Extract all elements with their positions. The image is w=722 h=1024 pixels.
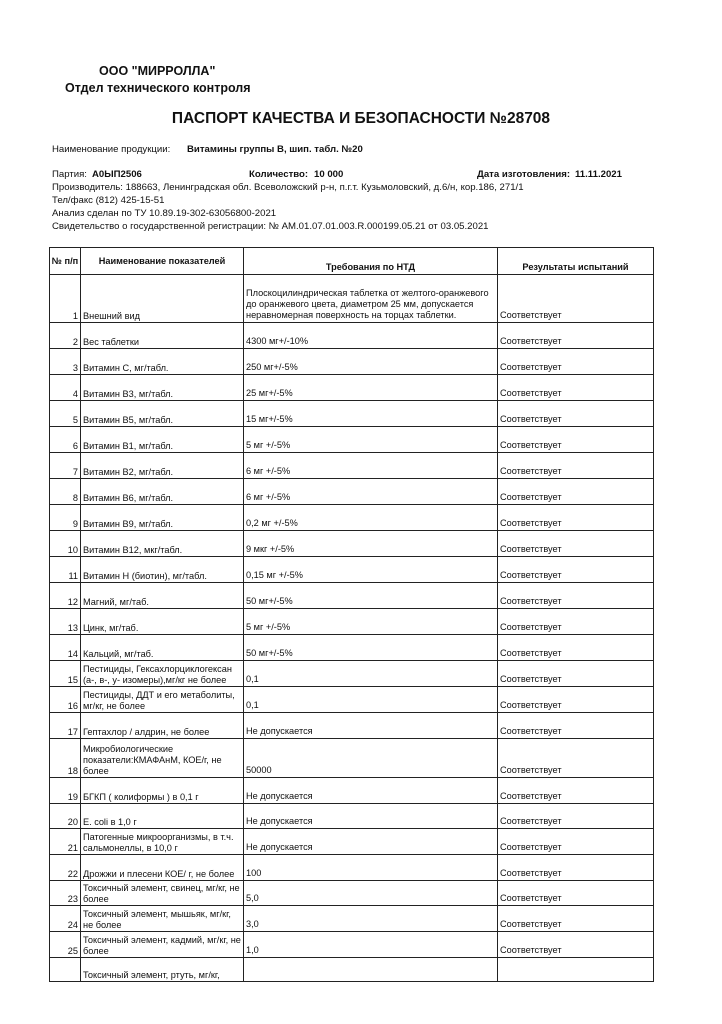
row-requirement: 50000: [244, 739, 498, 778]
row-num: 2: [50, 323, 81, 349]
row-name: Цинк, мг/таб.: [81, 609, 244, 635]
row-result: Соответствует: [498, 583, 654, 609]
row-result: Соответствует: [498, 323, 654, 349]
row-name: Токсичный элемент, мышьяк, мг/кг, не более: [81, 906, 244, 932]
row-num: 18: [50, 739, 81, 778]
row-requirement: 25 мг+/-5%: [244, 375, 498, 401]
row-name: Магний, мг/таб.: [81, 583, 244, 609]
row-num: 21: [50, 829, 81, 855]
row-requirement: 5 мг +/-5%: [244, 609, 498, 635]
row-num: 24: [50, 906, 81, 932]
quality-table: [49, 247, 654, 982]
row-result: Соответствует: [498, 505, 654, 531]
row-result: Соответствует: [498, 739, 654, 778]
row-result: Соответствует: [498, 932, 654, 958]
row-requirement: Не допускается: [244, 804, 498, 829]
row-name: Витамин В2, мг/табл.: [81, 453, 244, 479]
table-row: [50, 349, 654, 375]
row-requirement: 6 мг +/-5%: [244, 479, 498, 505]
row-num: 20: [50, 804, 81, 829]
header-num: № п/п: [50, 248, 81, 275]
row-result: Соответствует: [498, 635, 654, 661]
row-result: Соответствует: [498, 661, 654, 687]
row-num: 23: [50, 881, 81, 906]
header-req: Требования по НТД: [244, 248, 498, 275]
quantity-value: 10 000: [314, 169, 344, 180]
row-requirement: 0,2 мг +/-5%: [244, 505, 498, 531]
table-row: [50, 375, 654, 401]
table-row: [50, 932, 654, 958]
row-requirement: 50 мг+/-5%: [244, 635, 498, 661]
row-name: Витамин В5, мг/табл.: [81, 401, 244, 427]
row-result: Соответствует: [498, 479, 654, 505]
table-row: [50, 829, 654, 855]
row-num: 7: [50, 453, 81, 479]
row-num: 5: [50, 401, 81, 427]
batch-label: Партия:: [52, 169, 87, 180]
row-requirement: 0,1: [244, 687, 498, 713]
row-result: Соответствует: [498, 609, 654, 635]
row-name: Кальций, мг/таб.: [81, 635, 244, 661]
table-row: [50, 906, 654, 932]
row-name: Вес таблетки: [81, 323, 244, 349]
row-requirement: 5 мг +/-5%: [244, 427, 498, 453]
row-name: Витамин Н (биотин), мг/табл.: [81, 557, 244, 583]
header-name: Наименование показателей: [81, 248, 244, 275]
analysis-line: Анализ сделан по ТУ 10.89.19-302-63056800-2021: [52, 208, 277, 219]
row-num: 4: [50, 375, 81, 401]
table-row: [50, 687, 654, 713]
row-name: Дрожжи и плесени КОЕ/ г, не более: [81, 855, 244, 881]
row-result: Соответствует: [498, 713, 654, 739]
row-num: 8: [50, 479, 81, 505]
table-row: [50, 778, 654, 804]
row-result: Соответствует: [498, 881, 654, 906]
row-num: 16: [50, 687, 81, 713]
row-num: 11: [50, 557, 81, 583]
row-result: Соответствует: [498, 401, 654, 427]
row-num: 19: [50, 778, 81, 804]
row-name: БГКП ( колиформы ) в 0,1 г: [81, 778, 244, 804]
row-name: Витамин С, мг/табл.: [81, 349, 244, 375]
date-value: 11.11.2021: [575, 169, 622, 180]
row-requirement: 250 мг+/-5%: [244, 349, 498, 375]
row-name: Микробиологические показатели:КМАФАнМ, КОЕ/г, не более: [81, 739, 244, 778]
table-row: [50, 609, 654, 635]
table-row: [50, 505, 654, 531]
row-requirement: 4300 мг+/-10%: [244, 323, 498, 349]
batch-value: А0ЫП2506: [92, 169, 142, 180]
table-row: [50, 881, 654, 906]
quantity-label: Количество:: [249, 169, 309, 180]
table-row: [50, 713, 654, 739]
row-requirement: 5,0: [244, 881, 498, 906]
table-row: [50, 804, 654, 829]
row-name: Витамин В6, мг/табл.: [81, 479, 244, 505]
row-requirement: 50 мг+/-5%: [244, 583, 498, 609]
row-num: 14: [50, 635, 81, 661]
row-result: Соответствует: [498, 855, 654, 881]
row-requirement: 0,1: [244, 661, 498, 687]
row-requirement: Не допускается: [244, 713, 498, 739]
row-requirement: Не допускается: [244, 778, 498, 804]
table-row: [50, 855, 654, 881]
row-num: 25: [50, 932, 81, 958]
table-row: [50, 275, 654, 323]
table-row: [50, 427, 654, 453]
row-requirement: 100: [244, 855, 498, 881]
row-requirement: 15 мг+/-5%: [244, 401, 498, 427]
row-num: 12: [50, 583, 81, 609]
table-row: [50, 661, 654, 687]
row-name: Токсичный элемент, свинец, мг/кг, не более: [81, 881, 244, 906]
date-label: Дата изготовления:: [477, 169, 571, 180]
row-requirement: 3,0: [244, 906, 498, 932]
row-requirement: Не допускается: [244, 829, 498, 855]
table-row: [50, 583, 654, 609]
row-num: [50, 958, 81, 982]
row-requirement: 1,0: [244, 932, 498, 958]
table-row: [50, 453, 654, 479]
row-result: Соответствует: [498, 531, 654, 557]
row-name: Пестициды, ДДТ и его метаболиты, мг/кг, не более: [81, 687, 244, 713]
product-value: Витамины группы В, шип. табл. №20: [187, 144, 363, 155]
product-label: Наименование продукции:: [52, 144, 171, 155]
row-result: Соответствует: [498, 829, 654, 855]
table-row: [50, 958, 654, 982]
row-requirement: 0,15 мг +/-5%: [244, 557, 498, 583]
company-name: ООО "МИРРОЛЛА": [99, 64, 216, 78]
row-name: Витамин В3, мг/табл.: [81, 375, 244, 401]
table-row: [50, 401, 654, 427]
row-name: Витамин В9, мг/табл.: [81, 505, 244, 531]
row-result: Соответствует: [498, 349, 654, 375]
table-row: [50, 739, 654, 778]
row-num: 22: [50, 855, 81, 881]
row-num: 3: [50, 349, 81, 375]
row-result: Соответствует: [498, 453, 654, 479]
row-requirement: 6 мг +/-5%: [244, 453, 498, 479]
table-row: [50, 557, 654, 583]
row-requirement: 9 мкг +/-5%: [244, 531, 498, 557]
row-num: 10: [50, 531, 81, 557]
row-result: Соответствует: [498, 275, 654, 323]
row-name: Токсичный элемент, ртуть, мг/кг,: [81, 958, 244, 982]
row-name: Витамин В12, мкг/табл.: [81, 531, 244, 557]
row-name: Токсичный элемент, кадмий, мг/кг, не более: [81, 932, 244, 958]
row-num: 13: [50, 609, 81, 635]
row-num: 1: [50, 275, 81, 323]
row-result: Соответствует: [498, 557, 654, 583]
table-row: [50, 479, 654, 505]
row-name: Внешний вид: [81, 275, 244, 323]
row-num: 17: [50, 713, 81, 739]
department-name: Отдел технического контроля: [65, 81, 251, 95]
row-name: Пестициды, Гексахлорциклогексан (а-, в-, у- изомеры),мг/кг не более: [81, 661, 244, 687]
row-requirement: [244, 958, 498, 982]
table-row: [50, 635, 654, 661]
row-result: Соответствует: [498, 687, 654, 713]
table-row: [50, 531, 654, 557]
row-name: Витамин В1, мг/табл.: [81, 427, 244, 453]
row-result: Соответствует: [498, 375, 654, 401]
phone-line: Тел/факс (812) 425-15-51: [52, 195, 165, 206]
row-num: 6: [50, 427, 81, 453]
row-result: Соответствует: [498, 427, 654, 453]
row-result: Соответствует: [498, 804, 654, 829]
row-result: [498, 958, 654, 982]
row-num: 15: [50, 661, 81, 687]
row-name: Гептахлор / алдрин, не более: [81, 713, 244, 739]
manufacturer-line: Производитель: 188663, Ленинградская обл. Всеволожский р-н, п.г.т. Кузьмоловский, д.6/н, кор.186, 271/1: [52, 182, 524, 193]
document-title: ПАСПОРТ КАЧЕСТВА И БЕЗОПАСНОСТИ №28708: [171, 110, 551, 127]
row-result: Соответствует: [498, 778, 654, 804]
row-requirement: Плоскоцилиндрическая таблетка от желтого-оранжевого до оранжевого цвета, диаметром 25 мм, допускается неравномерная поверхность на торцах таблетки.: [244, 275, 498, 323]
row-num: 9: [50, 505, 81, 531]
row-result: Соответствует: [498, 906, 654, 932]
row-name: Патогенные микроорганизмы, в т.ч. сальмонеллы, в 10,0 г: [81, 829, 244, 855]
table-header-row: [50, 248, 654, 275]
header-res: Результаты испытаний: [498, 248, 654, 275]
table-row: [50, 323, 654, 349]
certificate-line: Свидетельство о государственной регистрации: № AM.01.07.01.003.R.000199.05.21 от 03.05.2021: [52, 221, 489, 232]
row-name: E. coli в 1,0 г: [81, 804, 244, 829]
